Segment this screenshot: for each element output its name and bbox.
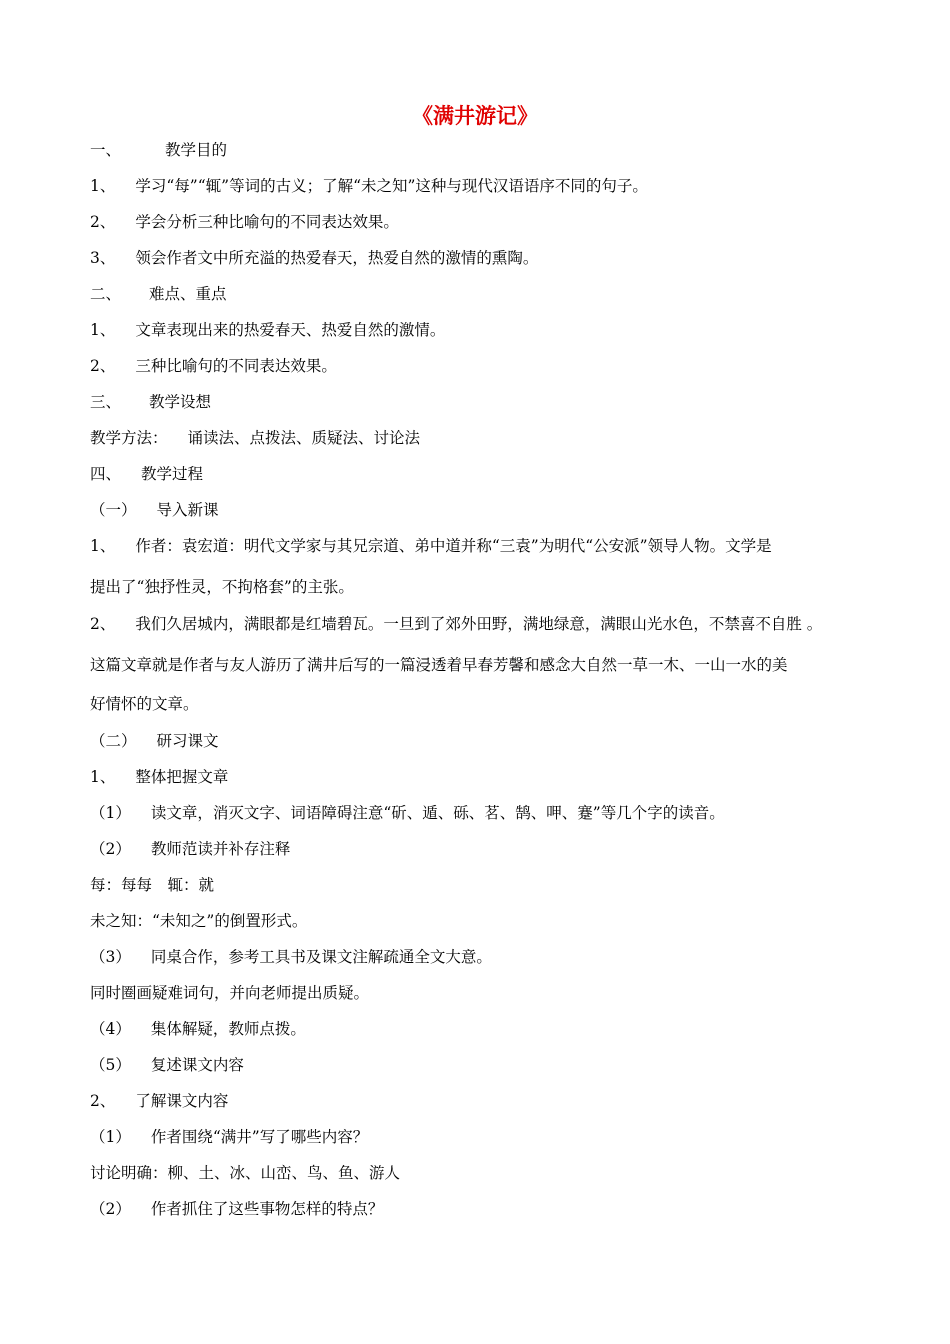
- text-line: [90, 875, 214, 895]
- text-line: [90, 176, 648, 196]
- item-number: 2、: [90, 213, 116, 231]
- item-number: 二、: [90, 285, 122, 303]
- item-number: （5）: [90, 1056, 131, 1074]
- text-line: [90, 1055, 244, 1075]
- item-number: 2、: [90, 615, 116, 633]
- item-text: 复述课文内容: [150, 1056, 244, 1074]
- item-text: 读文章，消灭文字、词语障碍注意“斫、遁、砾、茗、鹄、呷、蹇”等几个字的读音。: [150, 804, 725, 822]
- item-number: 四、: [90, 465, 122, 483]
- text-line: [90, 839, 290, 859]
- text-line: [90, 577, 354, 597]
- item-text: 讨论明确：柳、土、冰、山峦、鸟、鱼、游人: [90, 1164, 401, 1182]
- text-line: [90, 248, 538, 268]
- item-text: 整体把握文章: [135, 768, 229, 786]
- item-number: （3）: [90, 948, 131, 966]
- item-number: （4）: [90, 1020, 131, 1038]
- item-text: 好情怀的文章。: [90, 695, 199, 713]
- item-text: 教学过程: [141, 465, 204, 483]
- text-line: [90, 428, 420, 448]
- text-line: [90, 140, 227, 160]
- item-number: 三、: [90, 393, 122, 411]
- item-text: 难点、重点: [149, 285, 227, 303]
- text-line: [90, 392, 211, 412]
- item-text: 教学设想: [149, 393, 212, 411]
- text-line: [90, 1127, 368, 1147]
- item-text: 文章表现出来的热爱春天、热爱自然的激情。: [135, 321, 446, 339]
- text-line: [90, 767, 228, 787]
- text-line: [90, 356, 337, 376]
- item-text: 学会分析三种比喻句的不同表达效果。: [135, 213, 399, 231]
- item-number: 1、: [90, 177, 116, 195]
- item-text: 这篇文章就是作者与友人游历了满井后写的一篇浸透着早春芳馨和感念大自然一草一木、一山一水的美: [90, 656, 788, 674]
- item-text: 集体解疑，教师点拨。: [150, 1020, 306, 1038]
- item-number: （1）: [90, 1128, 131, 1146]
- item-text: 研习课文: [156, 732, 219, 750]
- text-line: [90, 1199, 383, 1219]
- item-text: 提出了“独抒性灵，不拘格套”的主张。: [90, 578, 354, 596]
- text-line: [90, 614, 822, 634]
- item-text: 同桌合作，参考工具书及课文注解疏通全文大意。: [150, 948, 492, 966]
- item-text: 作者抓住了这些事物怎样的特点？: [150, 1200, 384, 1218]
- text-line: [90, 500, 219, 520]
- item-number: 2、: [90, 357, 116, 375]
- text-line: [90, 911, 307, 931]
- item-text: 每：每每 辄：就: [90, 876, 215, 894]
- item-number: （1）: [90, 804, 131, 822]
- item-text: 三种比喻句的不同表达效果。: [135, 357, 337, 375]
- item-text: 了解课文内容: [135, 1092, 229, 1110]
- item-text: 教学目的: [165, 141, 228, 159]
- text-line: [90, 212, 399, 232]
- text-line: [90, 655, 788, 675]
- text-line: [90, 803, 725, 823]
- item-text: 诵读法、点拨法、质疑法、讨论法: [187, 429, 421, 447]
- item-text: 作者围绕“满井”写了哪些内容？: [150, 1128, 369, 1146]
- item-number: 教学方法：: [90, 429, 168, 447]
- text-line: [90, 464, 203, 484]
- text-line: [90, 983, 369, 1003]
- item-text: 未之知：“未知之”的倒置形式。: [90, 912, 308, 930]
- text-line: [90, 1163, 400, 1183]
- text-line: [90, 284, 227, 304]
- text-line: [90, 731, 219, 751]
- item-number: 3、: [90, 249, 116, 267]
- text-line: [90, 320, 445, 340]
- text-line: [90, 947, 492, 967]
- text-line: [90, 1019, 306, 1039]
- item-number: 1、: [90, 537, 116, 555]
- item-number: 2、: [90, 1092, 116, 1110]
- item-number: （2）: [90, 1200, 131, 1218]
- item-text: 领会作者文中所充溢的热爱春天，热爱自然的激情的熏陶。: [135, 249, 539, 267]
- item-number: 一、: [90, 141, 122, 159]
- item-text: 作者：袁宏道：明代文学家与其兄宗道、弟中道并称“三袁”为明代“公安派”领导人物。文学是: [135, 537, 772, 555]
- text-line: [90, 536, 772, 556]
- item-number: （2）: [90, 840, 131, 858]
- item-text: 教师范读并补存注释: [150, 840, 291, 858]
- item-text: 我们久居城内，满眼都是红墙碧瓦。一旦到了郊外田野，满地绿意，满眼山光水色，不禁喜不自胜 。: [135, 615, 823, 633]
- text-line: [90, 1091, 228, 1111]
- text-line: [90, 694, 199, 714]
- item-number: 1、: [90, 768, 116, 786]
- item-text: 学习“每”“辄”等词的古义；了解“未之知”这种与现代汉语语序不同的句子。: [135, 177, 648, 195]
- item-number: （二）: [90, 732, 137, 750]
- item-number: （一）: [90, 501, 137, 519]
- document-title: 《满井游记》: [412, 103, 538, 128]
- item-number: 1、: [90, 321, 116, 339]
- item-text: 同时圈画疑难词句，并向老师提出质疑。: [90, 984, 370, 1002]
- item-text: 导入新课: [156, 501, 219, 519]
